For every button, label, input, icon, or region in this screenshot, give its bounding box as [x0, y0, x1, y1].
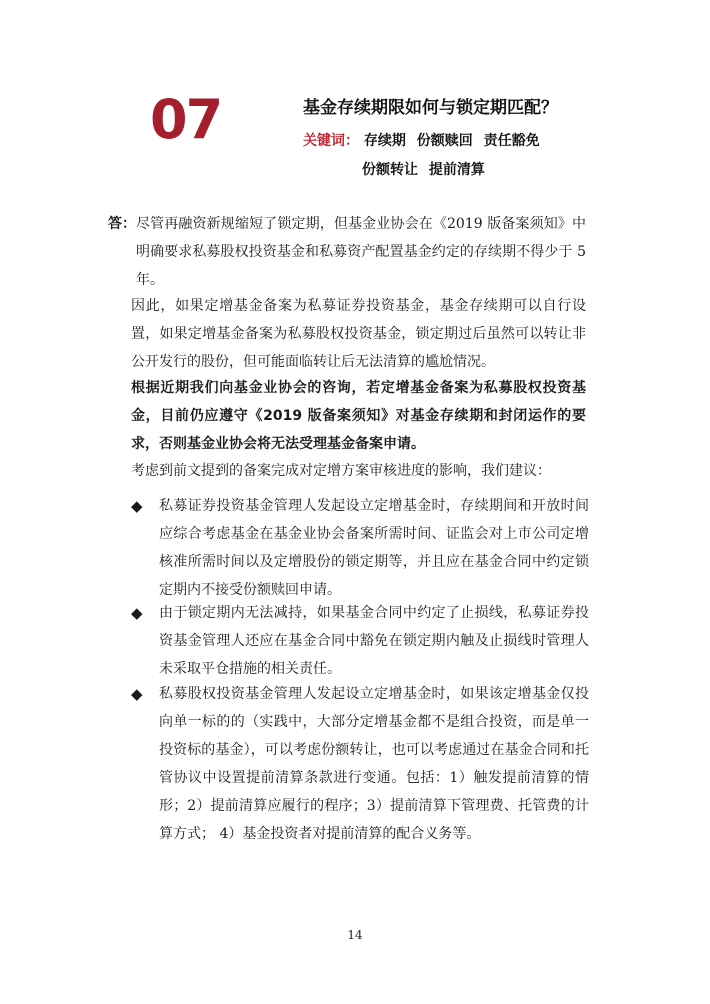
keyword: 责任豁免 — [483, 133, 540, 149]
paragraph-4: 考虑到前文提到的备案完成对定增方案审核进度的影响，我们建议： — [131, 463, 551, 479]
bullet-text: 由于锁定期内无法减持，如果基金合同中约定了止损线，私募证券投资基金管理人还应在基金合同中豁免在锁定期内触及止损线时管理人未采取平仓措施的相关责任。 — [159, 605, 589, 677]
keyword: 存续期 — [363, 133, 406, 149]
diamond-bullet-icon: ◆ — [131, 497, 143, 515]
keywords-line-2 — [362, 159, 491, 179]
diamond-bullet-icon: ◆ — [131, 685, 143, 703]
keyword: 份额赎回 — [416, 133, 473, 149]
keyword: 提前清算 — [428, 162, 485, 178]
keyword: 份额转让 — [362, 162, 418, 178]
section-number: 07 — [150, 88, 222, 151]
paragraph-2: 因此，如果定增基金备案为私募证券投资基金，基金存续期可以自行设置，如果定增基金备案为私募股权投资基金，锁定期过后虽然可以转让非公开发行的股份，但可能面临转让后无法清算的尴尬情况。 — [131, 298, 586, 370]
paragraph-1: 尽管再融资新规缩短了锁定期，但基金业协会在《2019 版备案须知》中明确要求私募股权投资基金和私募资产配置基金约定的存续期不得少于 5 年。 — [136, 216, 586, 288]
bullet-text: 私募股权投资基金管理人发起设立定增基金时，如果该定增基金仅投向单一标的的（实践中，大部分定增基金都不是组合投资，而是单一投资标的基金），可以考虑份额转让，也可以考虑通过在基金合同和托管协议中设置提前清算条款进行变通。包括：1）触发提前清算的情形；2）提前清算应履行的程序；3）提前清算下管理费、托管费的计算方式； 4）基金投资者对提前清算的配合义务等。 — [159, 686, 589, 842]
page-number: 14 — [347, 928, 363, 942]
keywords-label: 关键词： — [303, 133, 359, 149]
diamond-bullet-icon: ◆ — [131, 604, 143, 622]
bullet-text: 私募证券投资基金管理人发起设立定增基金时，存续期间和开放时间应综合考虑基金在基金业协会备案所需时间、证监会对上市公司定增核准所需时间以及定增股份的锁定期等，并且应在基金合同中约定锁定期内不接受份额赎回申请。 — [159, 498, 589, 598]
section-title: 基金存续期限如何与锁定期匹配？ — [303, 98, 558, 118]
keywords-line-1 — [303, 130, 546, 150]
paragraph-3-bold: 根据近期我们向基金业协会的咨询，若定增基金备案为私募股权投资基金，目前仍应遵守《2019 版备案须知》对基金存续期和封闭运作的要求，否则基金业协会将无法受理基金备案申请。 — [131, 380, 586, 452]
answer-label: 答： — [108, 216, 136, 232]
